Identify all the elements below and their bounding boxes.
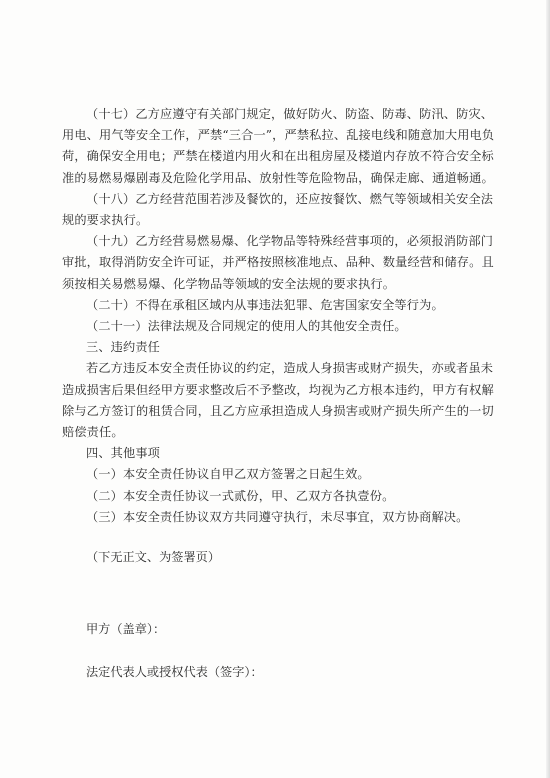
other-item-2: （二）本安全责任协议一式贰份，甲、乙双方各执壹份。: [86, 488, 395, 503]
clause-18: （十八）乙方经营范围若涉及餐饮的，还应按餐饮、燃气等领域相关安全法规的要求执行。: [62, 191, 494, 228]
clause-17: （十七）乙方应遵守有关部门规定，做好防火、防盗、防毒、防汛、防灾、用电、用气等安全工作，严禁“三合一”，严禁私拉、乱接电线和随意加大用电负荷，确保安全用电；严禁在楼道内用火和在出租房屋及楼道内存放不符合安全标准的易燃易爆剧毒及危险化学用品、放射性等危险物品，确保走廊、通道畅通。: [62, 107, 495, 185]
section-breach-title: 三、违约责任: [86, 340, 161, 355]
section-breach-body: 若乙方违反本安全责任协议的约定，造成人身损害或财产损失，亦或者虽未造成损害后果但经甲方要求整改后不予整改，均视为乙方根本违约，甲方有权解除与乙方签订的租赁合同，且乙方应承担造成人身损害或财产损失所产生的一切赔偿责任。: [62, 361, 494, 440]
other-item-3: （三）本安全责任协议双方共同遵守执行，未尽事宜，双方协商解决。: [86, 509, 469, 524]
section-other-title: 四、其他事项: [86, 446, 161, 461]
clause-21: （二十一）法律法规及合同规定的使用人的其他安全责任。: [86, 319, 407, 334]
end-of-text-note: （下无正文、为签署页）: [86, 550, 221, 564]
other-item-1: （一）本安全责任协议自甲乙双方签署之日起生效。: [86, 467, 370, 482]
clause-20: （二十）不得在承租区域内从事违法犯罪、危害国家安全等行为。: [86, 297, 444, 312]
clause-19: （十九）乙方经营易燃易爆、化学物品等特殊经营事项的，必须报消防部门审批，取得消防安全许可证，并严格按照核准地点、品种、数量经营和储存。且须按相关易燃易爆、化学物品等领域的安全法规的要求执行。: [62, 234, 494, 291]
party-a-seal-line: 甲方（盖章）：: [86, 622, 166, 636]
page-edge-shadow: [546, 0, 550, 778]
document-body: [62, 104, 500, 528]
representative-signature-line: 法定代表人或授权代表（签字）：: [86, 665, 263, 679]
